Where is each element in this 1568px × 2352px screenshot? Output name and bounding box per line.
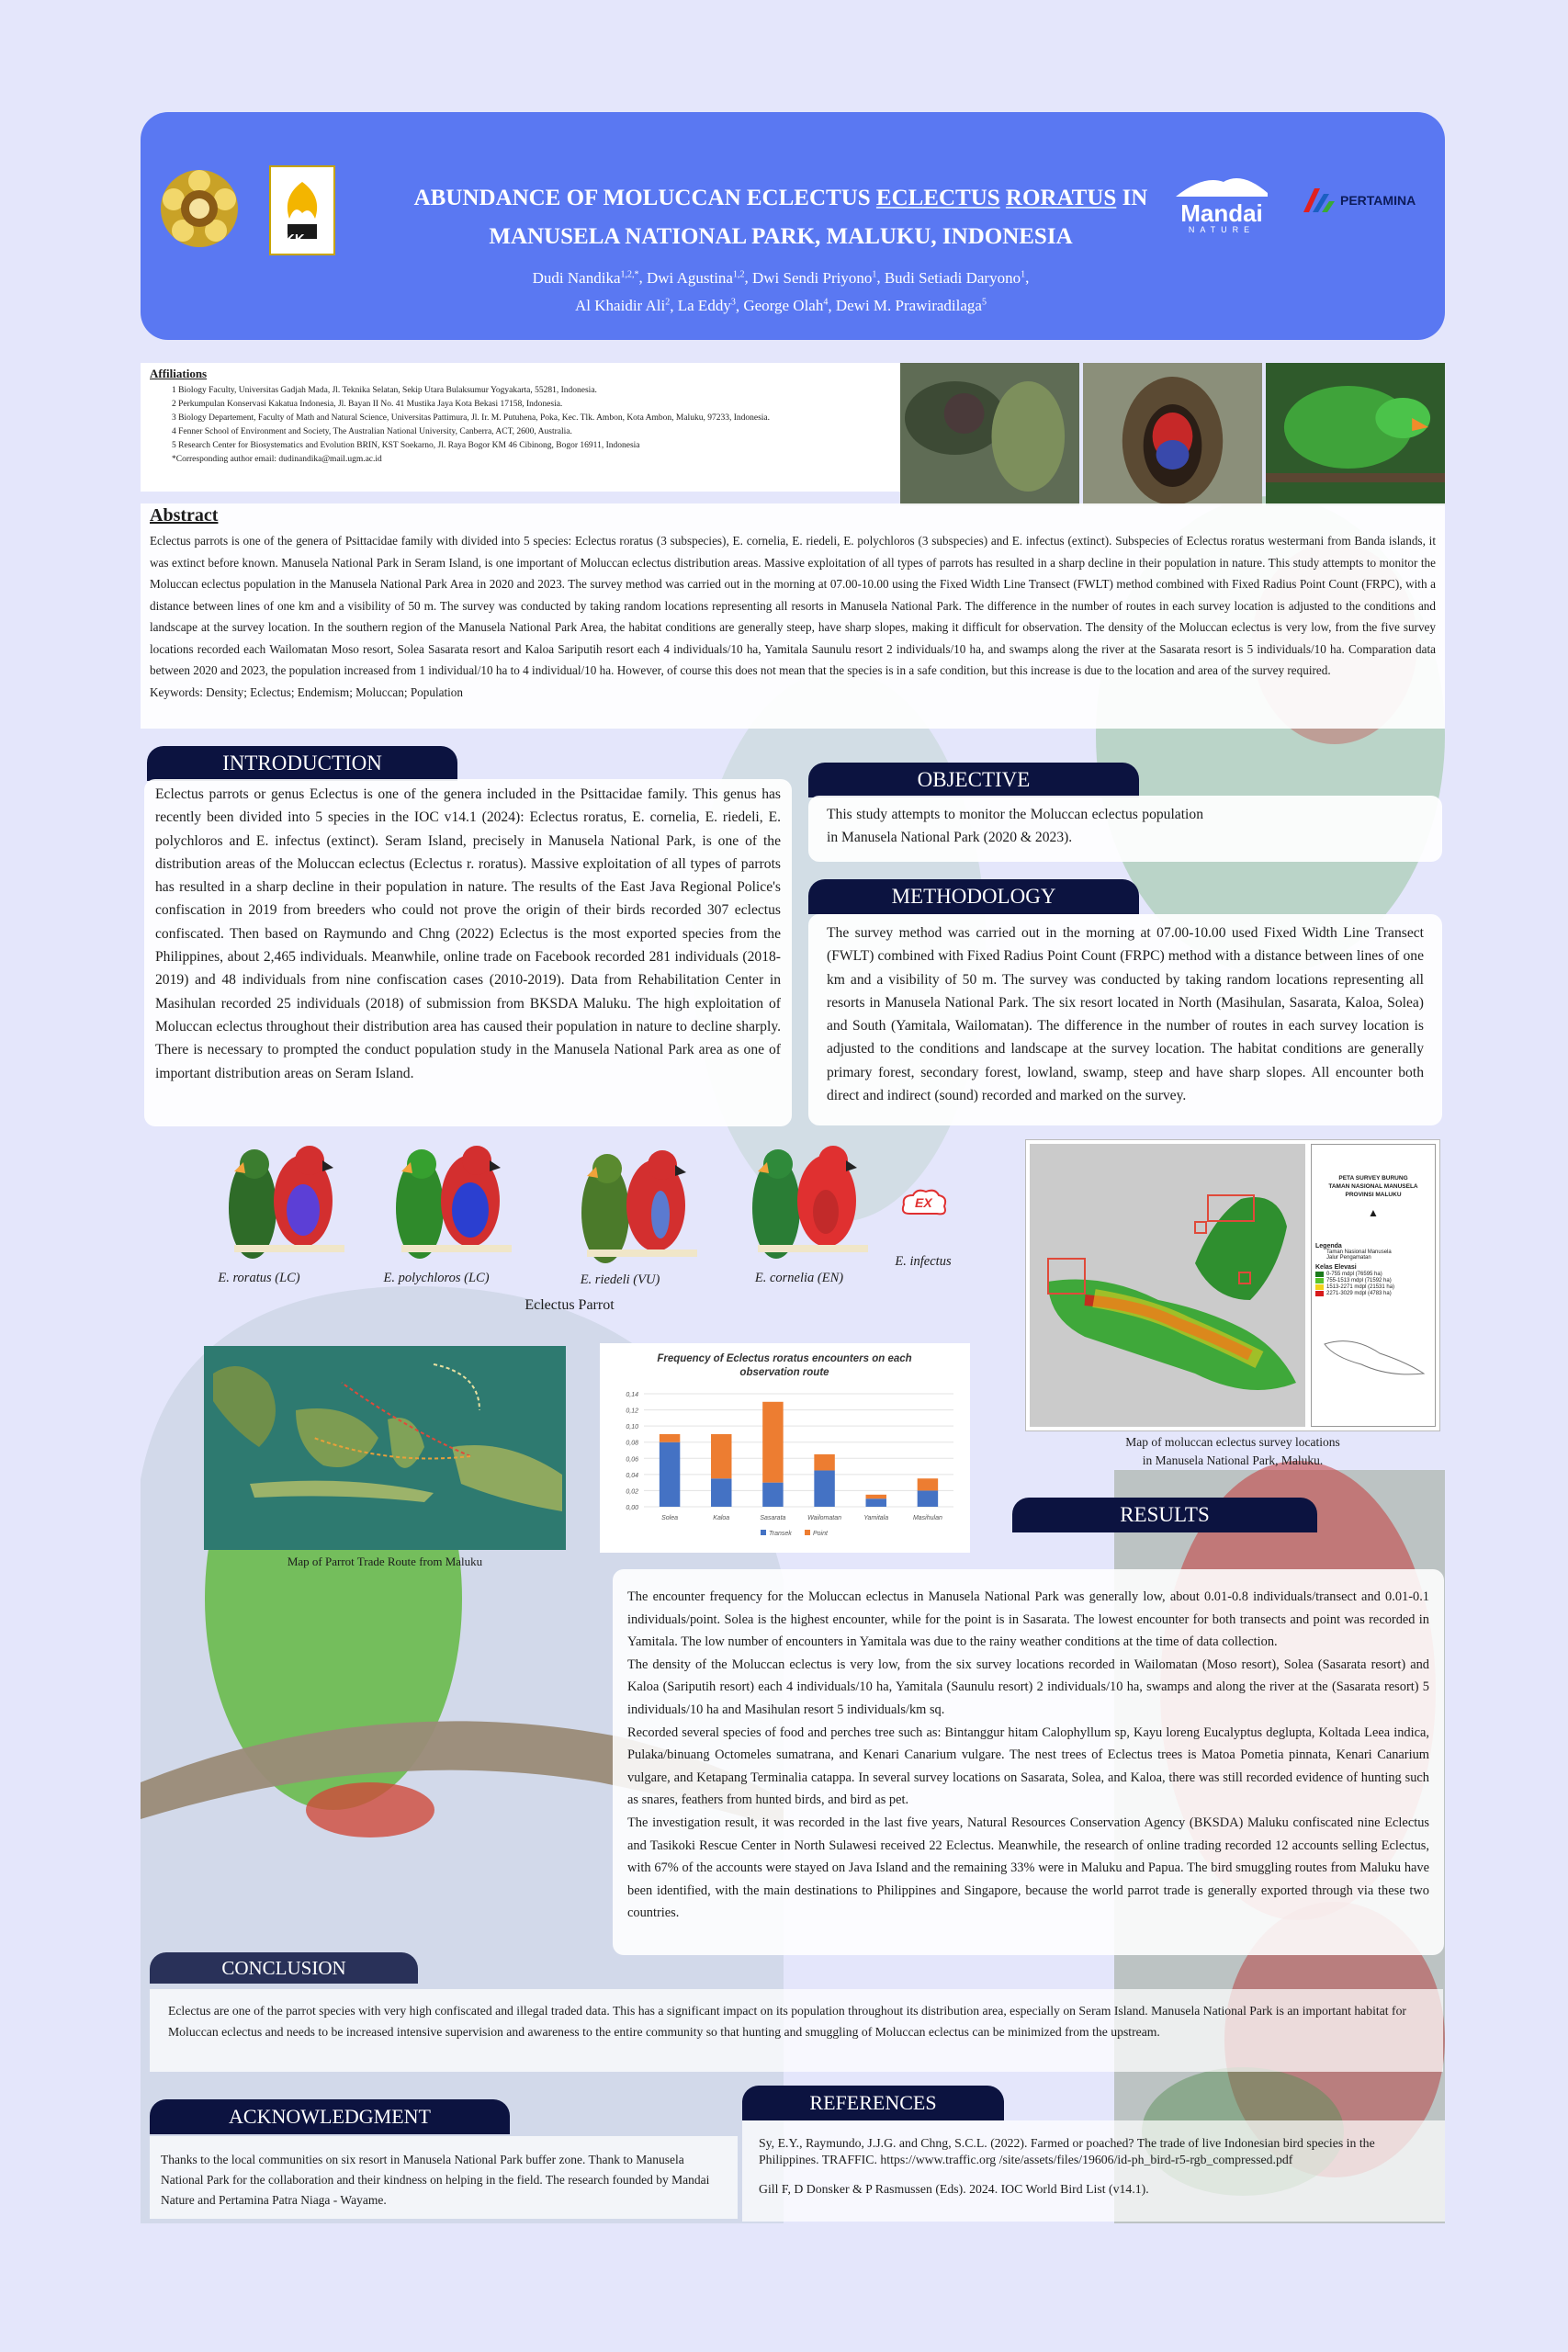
results-panel — [613, 1569, 1444, 1955]
chart-bar — [660, 1434, 680, 1442]
bird-photo-strip — [900, 363, 1445, 505]
parrot-label: E. riedeli (VU) — [580, 1272, 660, 1287]
map-elevation-list — [1315, 1272, 1431, 1296]
affiliation-item: 2 Perkumpulan Konservasi Kakatua Indonesia, Jl. Bayan II No. 41 Mustika Jaya Kota Bekasi 17158, Indonesia. — [172, 400, 563, 409]
chart-bar — [711, 1478, 731, 1507]
author-affil: 2 — [665, 297, 671, 308]
parrot-label: E. infectus — [895, 1254, 952, 1269]
methodology-text: The survey method was carried out in the morning at 07.00-10.00 used Fixed Width Line Transect (FWLT) combined with Fixed Radius Point Count (FRPC) method with a distance between lines of one km and a visibility of 50 m. The survey was conducted by taking random locations representing all resorts in Manusela National Park. The six resort located in North (Masihulan, Sasarata, Kaloa, Solea) and South (Yamitala, Wailomatan). The difference in the number of routes in each survey location is adjusted to the conditions and landscape at the survey location. The habitat conditions are generally primary forest, secondary forest, lowland, swamp, steep and have sharp slopes. All encounter both direct and indirect (sound) recorded and marked on the survey. — [827, 925, 1424, 1104]
author-name: Dudi Nandika — [532, 268, 621, 287]
author-name: George Olah — [743, 297, 824, 315]
affiliation-item: 5 Research Center for Biosystematics and Evolution BRIN, KST Soekarno, Jl. Raya Bogor KM 46 Cibinong, Bogor 16911, Indonesia — [172, 441, 640, 450]
chart-bar — [711, 1434, 731, 1478]
references-panel — [742, 2120, 1445, 2222]
author — [533, 269, 639, 287]
parrot-photo-1 — [900, 363, 1079, 505]
author — [836, 297, 987, 314]
mountain-icon — [1176, 173, 1268, 197]
chart-x-tick-label: Sasarata — [760, 1515, 786, 1521]
affiliations-heading: Affiliations — [150, 367, 208, 380]
chart-x-tick-label: Wailomatan — [807, 1515, 842, 1521]
chart-legend-swatch — [761, 1530, 766, 1535]
affiliation-item: 1 Biology Faculty, Universitas Gadjah Mada, Jl. Teknika Selatan, Sekip Utara Bulaksumur Yogyakarta, 55281, Indonesia. — [172, 386, 597, 395]
author-name: Budi Setiadi Daryono — [884, 268, 1021, 287]
objective-text: This study attempts to monitor the Moluccan eclectus population in Manusela National Park (2020 & 2023). — [827, 807, 1203, 846]
parrot-photo-2 — [1083, 363, 1262, 505]
chart-y-tick-label: 0,06 — [626, 1456, 638, 1464]
kki-logo-text: KK — [285, 232, 305, 247]
elevation-label: 1513-2271 mdpl (21531 ha) — [1326, 1284, 1395, 1290]
author — [743, 297, 828, 314]
title-line-2: MANUSELA NATIONAL PARK, MALUKU, INDONESIA — [489, 224, 1073, 249]
chart-x-labels — [661, 1515, 942, 1521]
title-part: ABUNDANCE OF MOLUCCAN ECLECTUS — [413, 186, 876, 210]
map-elevation-item — [1315, 1278, 1431, 1283]
map-legend-item: Taman Nasional Manusela — [1326, 1250, 1392, 1255]
author-affil: 4 — [823, 297, 829, 308]
elevation-swatch — [1315, 1272, 1324, 1277]
parrot-label: E. cornelia (EN) — [754, 1271, 844, 1285]
acknowledgment-panel — [150, 2136, 738, 2219]
survey-caption-line: Map of moluccan eclectus survey locations — [1125, 1435, 1340, 1449]
chart-title: Frequency of Eclectus roratus encounters on each — [657, 1353, 912, 1364]
map-elevation-item — [1315, 1291, 1431, 1296]
author-affil: 1,2 — [732, 269, 745, 279]
chart-x-tick-label: Masihulan — [912, 1515, 942, 1521]
chart-y-tick-label: 0,10 — [626, 1424, 638, 1431]
results-paragraph: Recorded several species of food and perches tree such as: Bintanggur hitam Calophyllum sp, Kayu loreng Eucalyptus deglupta, Koltada Leea indica, Pulaka/binuang Octomeles sumatrana, and Kenari Canarium vulgare. The nest trees of Eclectus trees is Matoa Pometia pinnata, Kenari Canarium vulgare, and Ketapang Terminalia catappa. In several survey locations on Sasarata, Solea, and Kaloa, there was still recorded evidence of hunting such as snares, feathers from hunted birds, and bird as pet. — [627, 1724, 1429, 1808]
map-title-line: PETA SURVEY BURUNG — [1338, 1175, 1408, 1182]
map-title-line: PROVINSI MALUKU — [1345, 1192, 1402, 1198]
mandai-logo — [1171, 173, 1272, 242]
map-legend-item: Jalur Pengamatan — [1326, 1255, 1371, 1261]
chart-title-line-2: observation route — [739, 1367, 829, 1378]
author-list: Dudi Nandika$^{1,2,*}$, Dwi Agustina$^{1,2}$, Dwi Sendi Priyono$^1$, Budi Setiadi Daryono$^1$, Al Khaidir Ali$^2$, La Eddy$^3$, George Olah$^4$, Dewi M. Prawiradilaga$^5$ — [532, 268, 1030, 315]
results-paragraph: The density of the Moluccan eclectus is very low, from the six survey locations recorded in Wailomatan (Moso resort), Solea (Sasarata resort) and Kaloa (Sariputih resort) each 4 individuals/10 ha, Yamitala (Saunulu resort) 2 individuals/10 ha, swamps and along the river at the (Sasarata resort) 5 individuals/10 ha and Masihulan resort 5 individuals/km sq. — [627, 1657, 1429, 1717]
affiliation-item: 3 Biology Departement, Faculty of Math and Natural Science, Universitas Pattimura, Jl. Ir. M. Putuhena, Poka, Kec. Tlk. Ambon, Kota Ambon, Maluku, 97233, Indonesia. — [172, 413, 770, 423]
author-affil: 1 — [1021, 269, 1026, 279]
chart-legend-label: Transek — [769, 1531, 792, 1537]
elevation-swatch — [1315, 1278, 1324, 1283]
map-elevation-item — [1315, 1272, 1431, 1277]
abstract-panel — [141, 503, 1445, 729]
survey-map-legend — [1311, 1144, 1436, 1427]
author — [678, 297, 736, 314]
reference-item: Sy, E.Y., Raymundo, J.J.G. and Chng, S.C.L. (2022). Farmed or poached? The trade of live Indonesian bird species in the Philippines. TRAFFIC. https://www.traffic.org /site/assets/files/19606/id-ph_bird-r5-rgb_compressed.pdf — [759, 2136, 1375, 2166]
gadjah-mada-emblem-icon — [159, 168, 240, 249]
chart-bar — [762, 1483, 783, 1507]
references-heading: REFERENCES — [742, 2086, 1004, 2120]
trade-route-map — [204, 1346, 566, 1550]
chart-bar — [866, 1495, 886, 1498]
map-title-line: TAMAN NASIONAL MANUSELA — [1328, 1183, 1418, 1190]
chart-y-tick-label: 0,12 — [626, 1408, 638, 1415]
author — [647, 269, 744, 287]
title-part: IN — [1116, 186, 1148, 210]
conclusion-heading: CONCLUSION — [150, 1952, 418, 1984]
trade-map-caption: Map of Parrot Trade Route from Maluku — [287, 1555, 483, 1568]
abstract-keywords: Keywords: Density; Eclectus; Endemism; Moluccan; Population — [150, 684, 463, 699]
parrot-caption: Eclectus Parrot — [525, 1297, 615, 1313]
chart-legend-swatch — [805, 1530, 810, 1535]
results-paragraph: The encounter frequency for the Moluccan eclectus in Manusela National Park was generally low, about 0.01-0.8 individuals/transect and 0.01-0.1 individuals/point. Solea is the highest encounter, while for the point is in Sasarata. The lowest encounter for both transects and point was recorded in Yamitala. The low number of encounters in Yamitala was due to the rainy weather conditions at the time of data collection. — [627, 1589, 1429, 1650]
survey-map-image — [1030, 1144, 1305, 1427]
survey-caption-line: in Manusela National Park, Maluku. — [1142, 1453, 1324, 1467]
author-name: Dwi Agustina — [647, 268, 733, 287]
objective-panel — [808, 796, 1442, 862]
abstract-heading: Abstract — [150, 505, 219, 526]
author — [885, 269, 1025, 287]
pertamina-logo — [1300, 182, 1428, 219]
introduction-text: Eclectus parrots or genus Eclectus is one of the genera included in the Psittacidae family. This genus has recently been divided into 5 species in the IOC v14.1 (2024): Eclectus roratus, E. cornelia, E. riedeli, E. polychloros and E. infectus (extinct). Seram Island, precisely in Manusela National Park, is one of the distribution areas of the Moluccan eclectus (Eclectus r. roratus). Massive exploitation of all types of parrots has resulted in a sharp decline in their population in nature. The results of the East Java Regional Police's confiscation in 2019 from breeders who could not prove the origin of their birds recorded 307 eclectus confiscated. Then based on Raymundo and Chng (2022) Eclectus is the most exported species from the Philippines, about 2,465 individuals. Meanwhile, online trade on Facebook recorded 281 individuals (2018-2019) and 48 individuals from nine confiscation cases (2010-2019). Data from Rehabilitation Center in Masihulan recorded 25 individuals (2018) of submission from BKSDA Maluku. The high exploitation of Moluccan eclectus throughout their distribution area has caused their population in nature to decline sharply. There is necessary to prompted the conduct population study in the Manusela National Park area as one of important distribution areas on Seram Island. — [155, 786, 781, 1081]
survey-map-caption — [1025, 1433, 1440, 1470]
chart-grid — [644, 1394, 953, 1507]
chart-y-tick-label: 0,02 — [626, 1488, 638, 1496]
poster-title — [340, 179, 1222, 256]
chart-x-tick-label: Yamitala — [863, 1515, 889, 1521]
author — [575, 297, 670, 314]
elevation-label: 755-1513 mdpl (71592 ha) — [1326, 1278, 1392, 1283]
affiliation-item: 4 Fenner School of Environment and Society, The Australian National University, Canberra, ACT, 2600, Australia. — [172, 427, 572, 436]
pertamina-arrow-icon — [1300, 185, 1335, 216]
methodology-panel — [808, 914, 1442, 1125]
author-affil: 3 — [730, 297, 736, 308]
abstract-text: Eclectus parrots is one of the genera of Psittacidae family with divided into 5 species: Eclectus roratus (3 subspecies), E. cornelia, E. riedeli, E. polychloros (3 subspecies) and E. infectus (extinct). Subspecies of Eclectus roratus westermani from Banda islands, it was extinct before known. Manusela National Park in Seram Island, is one important of Moluccan eclectus distribution areas. Massive exploitation of all types of parrots has resulted in a sharp decline in their population in nature. This study attempts to monitor the Moluccan eclectus population in the Manusela National Park Area in 2020 and 2023. The survey method was carried out in the morning at 07.00-10.00 using the Fixed Width Line Transect (FWLT) method combined with Fixed Radius Point Count (FRPC), with a distance between lines of one km and a visibility of 50 m. The survey was conducted by taking random locations representing all resorts in Manusela National Park. The difference in the number of routes in each survey location is adjusted to the conditions and landscape at the survey location. In the southern region of the Manusela National Park Area, the habitat conditions are generally steep, have sharp slopes, making it difficult for observation. The density of the Moluccan eclectus is very low, from the five survey locations recorded each Wailomatan Moso resort, Solea Sasarata resort and Kaloa Sariputih resort each 4 individuals/10 ha, Yamitala Saunulu resort 2 individuals/10 ha, and swamps along the river at the Sasarata resort is 5 individuals/10 ha. Comparation data between 2020 and 2023, the population increased from 1 individual/10 ha to 4 individual/10 ha. However, of course this does not mean that the species is in a safe condition, but this increase is due to the location and area of the survey required. — [150, 534, 1436, 677]
title-part: ECLECTUS — [875, 186, 1000, 210]
parrot-photo-3 — [1266, 363, 1445, 505]
title-part: RORATUS — [1005, 186, 1117, 210]
affiliations-panel — [141, 363, 901, 492]
elevation-swatch — [1315, 1284, 1324, 1290]
mandai-logo-subtext: NATURE — [1188, 225, 1256, 234]
chart-legend-label: Point — [813, 1531, 828, 1537]
university-logo — [158, 167, 241, 250]
conclusion-text: Eclectus are one of the parrot species with very high confiscated and illegal traded data. This has a significant impact on its population throughout its distribution area, especially on Seram Island. Manusela National Park is an important habitat for Moluccan eclectus and needs to be increased intensive supervision and awareness to the entire community so that hunting and smuggling of Moluccan eclectus can be minimized from the upstream. — [168, 2004, 1406, 2039]
survey-location-map — [1025, 1139, 1440, 1431]
methodology-heading: METHODOLOGY — [808, 879, 1139, 914]
mandai-logo-text: Mandai — [1180, 199, 1263, 227]
acknowledgment-text: Thanks to the local communities on six resort in Manusela National Park buffer zone. Thank to Manusela National Park for the collaboration and their kindness on helping in the field. The research founded by Mandai Nature and Pertamina Patra Niaga - Wayame. — [161, 2153, 710, 2207]
parrot-pair-riedeli-icon — [559, 1148, 716, 1277]
extinct-badge-text: EX — [915, 1195, 932, 1210]
chart-bar — [814, 1454, 834, 1471]
results-paragraph: The investigation result, it was recorded in the last five years, Natural Resources Conservation Agency (BKSDA) Maluku confiscated nine Eclectus and Tasikoki Rescue Center in North Sulawesi received 22 Eclectus. Meanwhile, the research of online trading recorded 12 accounts selling Eclectus, with 67% of the accounts were stayed on Java Island and the remaining 33% were in Maluku and Papua. The bird smuggling routes from Maluku have been identified, with the main destinations to Philippines and Singapore, because the world parrot trade is generally exported through via these two countries. — [627, 1815, 1429, 1921]
parrot-pair-polychloros-icon — [374, 1144, 530, 1272]
chart-x-tick-label: Kaloa — [713, 1515, 730, 1521]
results-heading: RESULTS — [1012, 1498, 1317, 1532]
chart-y-tick-label: 0,14 — [626, 1392, 638, 1398]
chart-bar — [762, 1402, 783, 1483]
author-name: La Eddy — [677, 297, 731, 315]
elevation-label: 0-755 mdpl (76595 ha) — [1326, 1272, 1382, 1277]
chart-y-tick-label: 0,08 — [626, 1440, 638, 1447]
encounter-frequency-chart — [600, 1343, 970, 1553]
acknowledgment-heading: ACKNOWLEDGMENT — [150, 2099, 510, 2134]
parrot-label: E. polychloros (LC) — [383, 1271, 490, 1285]
map-legend-heading: Legenda — [1315, 1243, 1342, 1250]
chart-x-tick-label: Solea — [661, 1515, 679, 1521]
conclusion-panel — [150, 1989, 1443, 2072]
introduction-heading: INTRODUCTION — [147, 746, 457, 781]
introduction-panel — [144, 779, 792, 1126]
reference-item: Gill F, D Donsker & P Rasmussen (Eds). 2024. IOC World Bird List (v14.1). — [759, 2182, 1149, 2196]
chart-y-labels — [626, 1392, 638, 1511]
author-name: Dwi Sendi Priyono — [751, 268, 873, 287]
objective-heading: OBJECTIVE — [808, 763, 1139, 797]
chart-bar — [814, 1470, 834, 1507]
parrot-pair-roratus-icon — [207, 1144, 363, 1272]
author-name: Dewi M. Prawiradilaga — [835, 297, 982, 315]
inset-map-icon — [1315, 1317, 1431, 1381]
chart-bar — [660, 1442, 680, 1507]
chart-legend — [761, 1530, 829, 1537]
map-elevation-heading: Kelas Elevasi — [1315, 1264, 1357, 1271]
chart-bar — [918, 1490, 938, 1507]
chart-bar — [918, 1478, 938, 1490]
author-affil: 1 — [872, 269, 877, 279]
elevation-swatch — [1315, 1291, 1324, 1296]
author-affil: 1,2,* — [620, 269, 639, 279]
chart-y-tick-label: 0,04 — [626, 1472, 638, 1479]
map-elevation-item — [1315, 1284, 1431, 1290]
parrot-pair-cornelia-icon — [730, 1144, 886, 1272]
chart-bar — [866, 1498, 886, 1507]
kki-logo — [269, 165, 335, 255]
elevation-label: 2271-3029 mdpl (4783 ha) — [1326, 1291, 1392, 1296]
author-affil: 5 — [981, 297, 987, 308]
chart-y-tick-label: 0,00 — [626, 1505, 638, 1511]
parrot-label: E. roratus (LC) — [218, 1271, 300, 1285]
author-name: Al Khaidir Ali — [575, 297, 666, 315]
author — [752, 269, 876, 287]
affiliation-item: *Corresponding author email: dudinandika@mail.ugm.ac.id — [172, 455, 382, 464]
north-arrow-icon: ▲ — [1368, 1206, 1379, 1219]
pertamina-logo-text: PERTAMINA — [1340, 193, 1416, 208]
